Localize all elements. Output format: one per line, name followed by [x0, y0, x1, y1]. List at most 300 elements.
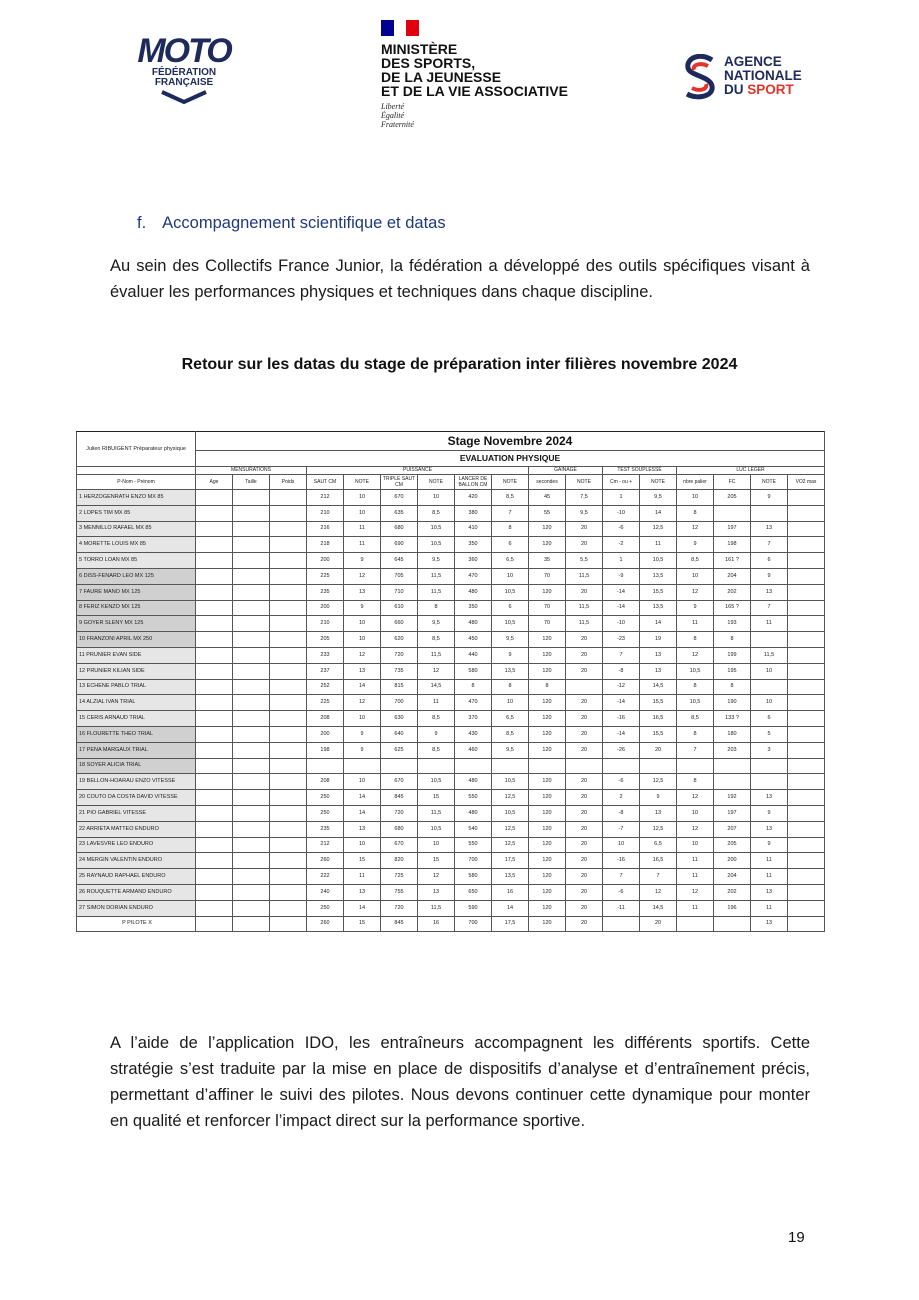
table-cell	[233, 647, 270, 663]
table-cell: 8,5	[418, 505, 455, 521]
table-cell: 260	[307, 853, 344, 869]
table-cell: 20	[566, 663, 603, 679]
table-cell	[788, 884, 825, 900]
table-cell: 11	[677, 853, 714, 869]
table-cell: 11	[751, 900, 788, 916]
table-cell: 240	[307, 884, 344, 900]
table-cell	[603, 916, 640, 932]
table-cell: 735	[381, 663, 418, 679]
table-cell	[270, 837, 307, 853]
column-header: FC	[714, 475, 751, 490]
table-cell: 9,5	[418, 553, 455, 569]
table-cell: 470	[455, 568, 492, 584]
table-cell	[788, 632, 825, 648]
pilot-name-cell: 17 PENA MARGAUX TRIAL	[77, 742, 196, 758]
table-cell	[714, 774, 751, 790]
table-cell	[455, 758, 492, 774]
table-cell	[196, 837, 233, 853]
table-row	[77, 742, 825, 758]
table-cell: 7	[603, 869, 640, 885]
table-cell: 12	[344, 647, 381, 663]
table-cell: 755	[381, 884, 418, 900]
table-cell	[677, 916, 714, 932]
table-cell: 20	[566, 726, 603, 742]
table-cell: 198	[714, 537, 751, 553]
table-cell: 10,5	[492, 584, 529, 600]
group-souplesse: TEST SOUPLESSE	[603, 467, 677, 475]
table-cell: 5,5	[566, 553, 603, 569]
table-cell	[233, 774, 270, 790]
table-cell: 120	[529, 695, 566, 711]
table-cell: 15,5	[640, 584, 677, 600]
table-cell: 14	[492, 900, 529, 916]
table-cell: -23	[603, 632, 640, 648]
column-header: secondes	[529, 475, 566, 490]
table-cell: 250	[307, 790, 344, 806]
column-header: nbre palier	[677, 475, 714, 490]
table-cell	[418, 758, 455, 774]
table-cell: 20	[566, 884, 603, 900]
table-cell	[233, 632, 270, 648]
table-cell: 12,5	[640, 521, 677, 537]
table-cell	[751, 505, 788, 521]
table-cell: 195	[714, 663, 751, 679]
table-cell: 204	[714, 869, 751, 885]
evaluation-title: EVALUATION PHYSIQUE	[196, 451, 825, 467]
table-cell: -6	[603, 521, 640, 537]
table-cell	[270, 869, 307, 885]
table-cell	[270, 553, 307, 569]
table-cell: 10	[677, 568, 714, 584]
table-cell: 200	[307, 600, 344, 616]
moto-logo-word: MOTO	[137, 32, 231, 70]
table-row	[77, 490, 825, 506]
table-cell: 133 ?	[714, 711, 751, 727]
table-cell: 10	[751, 695, 788, 711]
table-cell	[788, 490, 825, 506]
table-cell	[270, 616, 307, 632]
table-cell	[233, 521, 270, 537]
table-cell: 10	[677, 837, 714, 853]
table-cell	[270, 805, 307, 821]
table-cell: 550	[455, 837, 492, 853]
table-cell: 14	[640, 505, 677, 521]
section-title: Accompagnement scientifique et datas	[162, 214, 446, 232]
table-cell: 120	[529, 900, 566, 916]
table-cell: 8,5	[677, 553, 714, 569]
table-cell: 9	[344, 600, 381, 616]
table-cell: 20	[566, 695, 603, 711]
pilot-name-cell: 10 FRANZONI APRIL MX 250	[77, 632, 196, 648]
table-cell: 10,5	[677, 663, 714, 679]
ministry-motto	[381, 102, 591, 129]
table-cell: -16	[603, 711, 640, 727]
table-cell: 35	[529, 553, 566, 569]
table-cell	[233, 916, 270, 932]
table-cell: 225	[307, 568, 344, 584]
ans-line3-accent: SPORT	[747, 82, 794, 97]
table-cell: 13	[418, 884, 455, 900]
table-cell: 16	[492, 884, 529, 900]
table-cell	[196, 884, 233, 900]
table-cell: 9	[492, 647, 529, 663]
table-cell: 70	[529, 600, 566, 616]
table-cell: 222	[307, 869, 344, 885]
table-cell: 8,5	[418, 711, 455, 727]
table-cell: 12	[677, 521, 714, 537]
table-cell: 14,5	[640, 900, 677, 916]
pilot-name-cell: 20 COUTO DA COSTA DAVID VITESSE	[77, 790, 196, 806]
table-cell: -10	[603, 616, 640, 632]
column-header: Taille	[233, 475, 270, 490]
table-cell	[788, 853, 825, 869]
table-cell: 9	[344, 742, 381, 758]
table-cell	[196, 916, 233, 932]
table-cell: 9,5	[418, 616, 455, 632]
table-cell	[788, 758, 825, 774]
table-cell: 10,5	[677, 695, 714, 711]
table-cell: 6	[492, 600, 529, 616]
table-cell: 14	[344, 679, 381, 695]
table-cell: 720	[381, 900, 418, 916]
table-cell	[751, 679, 788, 695]
column-header: NOTE	[344, 475, 381, 490]
table-cell: 6,5	[492, 711, 529, 727]
table-cell: -16	[603, 853, 640, 869]
table-cell	[196, 726, 233, 742]
table-cell: 8	[677, 726, 714, 742]
column-header: NOTE	[492, 475, 529, 490]
table-cell: 6	[751, 711, 788, 727]
table-cell: 10	[492, 568, 529, 584]
table-row	[77, 632, 825, 648]
table-cell	[196, 584, 233, 600]
pilot-name-cell: 18 SOYER ALICIA TRIAL	[77, 758, 196, 774]
table-cell	[788, 505, 825, 521]
table-cell: 8,5	[492, 726, 529, 742]
table-cell	[714, 505, 751, 521]
table-cell: 470	[455, 695, 492, 711]
table-cell	[270, 774, 307, 790]
ans-line3	[724, 83, 802, 97]
table-cell: 212	[307, 837, 344, 853]
table-row	[77, 521, 825, 537]
table-cell	[788, 711, 825, 727]
table-cell: 440	[455, 647, 492, 663]
table-cell: 10	[344, 616, 381, 632]
table-cell: 12	[677, 821, 714, 837]
table-cell	[196, 758, 233, 774]
table-cell: 20	[566, 774, 603, 790]
table-cell	[751, 758, 788, 774]
table-row	[77, 853, 825, 869]
table-cell: 197	[714, 521, 751, 537]
ministry-line: ET DE LA VIE ASSOCIATIVE	[381, 83, 568, 99]
table-cell: 700	[381, 695, 418, 711]
table-cell: 203	[714, 742, 751, 758]
table-cell: -8	[603, 663, 640, 679]
column-header: NOTE	[418, 475, 455, 490]
table-row	[77, 711, 825, 727]
table-cell	[677, 758, 714, 774]
table-cell: 120	[529, 916, 566, 932]
table-cell: 11	[751, 616, 788, 632]
table-cell: 16,5	[640, 711, 677, 727]
table-cell: 640	[381, 726, 418, 742]
ans-s-icon	[682, 54, 718, 100]
table-cell: 8	[677, 632, 714, 648]
table-cell: 200	[307, 553, 344, 569]
table-cell: -7	[603, 821, 640, 837]
pilot-name-cell: 6 DISS-FENARD LEO MX 125	[77, 568, 196, 584]
table-cell: 14	[344, 790, 381, 806]
column-header: P-Nom - Prénom	[77, 475, 196, 490]
table-cell: 192	[714, 790, 751, 806]
pilot-name-cell: 14 ALZIAL IVAN TRIAL	[77, 695, 196, 711]
table-cell: -9	[603, 568, 640, 584]
table-cell	[196, 521, 233, 537]
table-cell: 8,5	[492, 490, 529, 506]
table-cell	[640, 758, 677, 774]
table-cell: 540	[455, 821, 492, 837]
ans-line2: NATIONALE	[724, 68, 802, 83]
table-cell	[270, 758, 307, 774]
table-cell	[270, 742, 307, 758]
table-cell: 197	[714, 805, 751, 821]
table-cell	[788, 869, 825, 885]
table-cell	[196, 821, 233, 837]
table-cell	[270, 916, 307, 932]
motto-line: Égalité	[381, 111, 405, 120]
table-cell: 10,5	[640, 553, 677, 569]
table-cell: 16,5	[640, 853, 677, 869]
table-cell: 210	[307, 505, 344, 521]
table-cell: 200	[307, 726, 344, 742]
table-cell	[788, 837, 825, 853]
table-cell: 9	[751, 568, 788, 584]
table-cell: 204	[714, 568, 751, 584]
column-header: NOTE	[751, 475, 788, 490]
table-cell	[788, 584, 825, 600]
table-cell: 13	[344, 663, 381, 679]
table-row	[77, 600, 825, 616]
table-cell: 15	[344, 853, 381, 869]
table-cell: 12	[344, 695, 381, 711]
table-cell	[788, 695, 825, 711]
table-cell: 12	[677, 884, 714, 900]
table-cell: 8	[714, 632, 751, 648]
column-header: LANCER DE BALLON CM	[455, 475, 492, 490]
ans-line1: AGENCE	[724, 54, 782, 69]
table-cell: 20	[566, 790, 603, 806]
pilot-name-cell: 15 CERIS ARNAUD TRIAL	[77, 711, 196, 727]
closing-paragraph: A l’aide de l’application IDO, les entraîneurs accompagnent les différents sportifs. Cette stratégie s’est traduite par la mise en place de dispositifs d’analyse et d’entraînement précis, permettant d’affiner le suivi des pilotes. Nous devons continuer cette dynamique pour monter en qualité et renforcer l’impact direct sur la performance sportive.	[110, 1034, 810, 1130]
table-cell: 10	[418, 837, 455, 853]
column-header: Cm - ou +	[603, 475, 640, 490]
table-cell: 120	[529, 742, 566, 758]
table-cell: 10,5	[418, 537, 455, 553]
table-cell: 218	[307, 537, 344, 553]
table-cell: 11,5	[418, 568, 455, 584]
table-cell: 11	[344, 537, 381, 553]
table-cell: 13	[640, 805, 677, 821]
table-cell: 11,5	[566, 600, 603, 616]
flag-blue	[381, 20, 394, 36]
table-cell: 16	[418, 916, 455, 932]
page-number: 19	[788, 1229, 805, 1246]
table-cell: 630	[381, 711, 418, 727]
table-cell	[270, 790, 307, 806]
pilot-name-cell: 2 LOPES TIM MX 85	[77, 505, 196, 521]
table-cell: -11	[603, 900, 640, 916]
table-cell	[196, 490, 233, 506]
table-cell	[270, 490, 307, 506]
table-cell: 20	[566, 521, 603, 537]
pilot-name-cell: 5 TORRO LOAN MX 85	[77, 553, 196, 569]
table-cell: 9	[677, 600, 714, 616]
table-cell	[196, 553, 233, 569]
table-cell: 700	[455, 916, 492, 932]
pilot-name-cell: 24 MERGIN VALENTIN ENDURO	[77, 853, 196, 869]
table-cell: 8	[492, 679, 529, 695]
table-cell	[233, 869, 270, 885]
table-cell: 8,5	[418, 632, 455, 648]
table-row	[77, 679, 825, 695]
table-cell: 350	[455, 537, 492, 553]
table-cell: 3	[751, 742, 788, 758]
ministry-line: MINISTÈRE	[381, 41, 458, 57]
table-cell: 410	[455, 521, 492, 537]
table-cell: 13	[640, 663, 677, 679]
table-cell	[270, 695, 307, 711]
table-cell: 120	[529, 774, 566, 790]
table-cell	[714, 916, 751, 932]
column-header: NOTE	[566, 475, 603, 490]
table-cell: 1	[603, 553, 640, 569]
table-row	[77, 584, 825, 600]
table-cell	[233, 600, 270, 616]
table-cell	[196, 805, 233, 821]
table-cell: 13	[751, 821, 788, 837]
table-row	[77, 869, 825, 885]
moto-logo-subtitle	[130, 68, 238, 88]
table-cell: 845	[381, 790, 418, 806]
table-cell	[233, 695, 270, 711]
table-row	[77, 505, 825, 521]
pilot-name-cell: 11 PRUNIER EVAN SIDE	[77, 647, 196, 663]
table-cell: 10	[344, 505, 381, 521]
table-row	[77, 884, 825, 900]
table-cell	[788, 900, 825, 916]
table-cell: 233	[307, 647, 344, 663]
table-cell	[270, 711, 307, 727]
table-cell	[233, 616, 270, 632]
table-cell: 7	[677, 742, 714, 758]
pilot-name-cell: 25 RAYNAUD RAPHAEL ENDURO	[77, 869, 196, 885]
table-cell: 700	[455, 853, 492, 869]
table-cell: 9	[751, 490, 788, 506]
table-cell: 9	[344, 726, 381, 742]
table-cell: 10	[418, 490, 455, 506]
table-cell: 12,5	[640, 821, 677, 837]
table-cell: 12	[640, 884, 677, 900]
table-cell: 5	[751, 726, 788, 742]
table-cell: 550	[455, 790, 492, 806]
table-cell	[270, 584, 307, 600]
table-cell: 480	[455, 805, 492, 821]
pilot-name-cell: 9 GOYER SLENY MX 125	[77, 616, 196, 632]
table-cell: 460	[455, 742, 492, 758]
table-cell: 710	[381, 584, 418, 600]
table-cell	[788, 805, 825, 821]
table-cell: 450	[455, 632, 492, 648]
table-cell: 10	[677, 805, 714, 821]
pilot-name-cell: 26 ROUQUETTE ARMAND ENDURO	[77, 884, 196, 900]
table-cell: 10	[344, 837, 381, 853]
table-cell: 350	[455, 600, 492, 616]
table-cell: 11,5	[418, 647, 455, 663]
table-cell: 20	[566, 821, 603, 837]
pilot-name-cell: 23 LAVESVRE LEO ENDURO	[77, 837, 196, 853]
table-cell: 199	[714, 647, 751, 663]
table-cell: 13	[344, 884, 381, 900]
table-cell: 10,5	[492, 774, 529, 790]
table-cell: 237	[307, 663, 344, 679]
pilot-name-cell: 1 HERZOGENRATH ENZO MX 85	[77, 490, 196, 506]
ministry-logo	[381, 20, 591, 129]
table-cell: 660	[381, 616, 418, 632]
table-cell	[196, 853, 233, 869]
table-cell	[270, 537, 307, 553]
table-cell: 6	[492, 537, 529, 553]
table-cell	[270, 679, 307, 695]
table-cell: 10	[344, 774, 381, 790]
table-cell	[233, 900, 270, 916]
table-cell	[566, 679, 603, 695]
table-cell: 8	[677, 774, 714, 790]
table-cell	[788, 521, 825, 537]
table-cell: 196	[714, 900, 751, 916]
table-cell: 13	[751, 584, 788, 600]
group-puissance: PUISSANCE	[307, 467, 529, 475]
table-cell: -8	[603, 805, 640, 821]
table-cell: 10	[492, 695, 529, 711]
pilot-name-cell: 7 FAURE MANO MX 125	[77, 584, 196, 600]
table-row	[77, 837, 825, 853]
table-cell	[196, 869, 233, 885]
pilot-name-cell: 27 SIMON DORIAN ENDURO	[77, 900, 196, 916]
table-cell: 13	[751, 521, 788, 537]
table-cell: -10	[603, 505, 640, 521]
table-cell: -14	[603, 584, 640, 600]
table-cell: 17,5	[492, 853, 529, 869]
table-cell: 11	[677, 900, 714, 916]
table-cell: 70	[529, 616, 566, 632]
table-cell: 720	[381, 647, 418, 663]
table-cell: 430	[455, 726, 492, 742]
table-cell	[751, 632, 788, 648]
group-luc-leger: LUC LEGER	[677, 467, 825, 475]
table-cell	[233, 568, 270, 584]
table-cell: 8,5	[418, 742, 455, 758]
table-cell: 13,5	[492, 663, 529, 679]
pilot-name-cell: 13 ECHENE PABLO TRIAL	[77, 679, 196, 695]
table-cell: 11	[344, 869, 381, 885]
table-cell	[233, 679, 270, 695]
table-cell: 12	[418, 869, 455, 885]
table-cell	[233, 790, 270, 806]
table-cell: 212	[307, 490, 344, 506]
